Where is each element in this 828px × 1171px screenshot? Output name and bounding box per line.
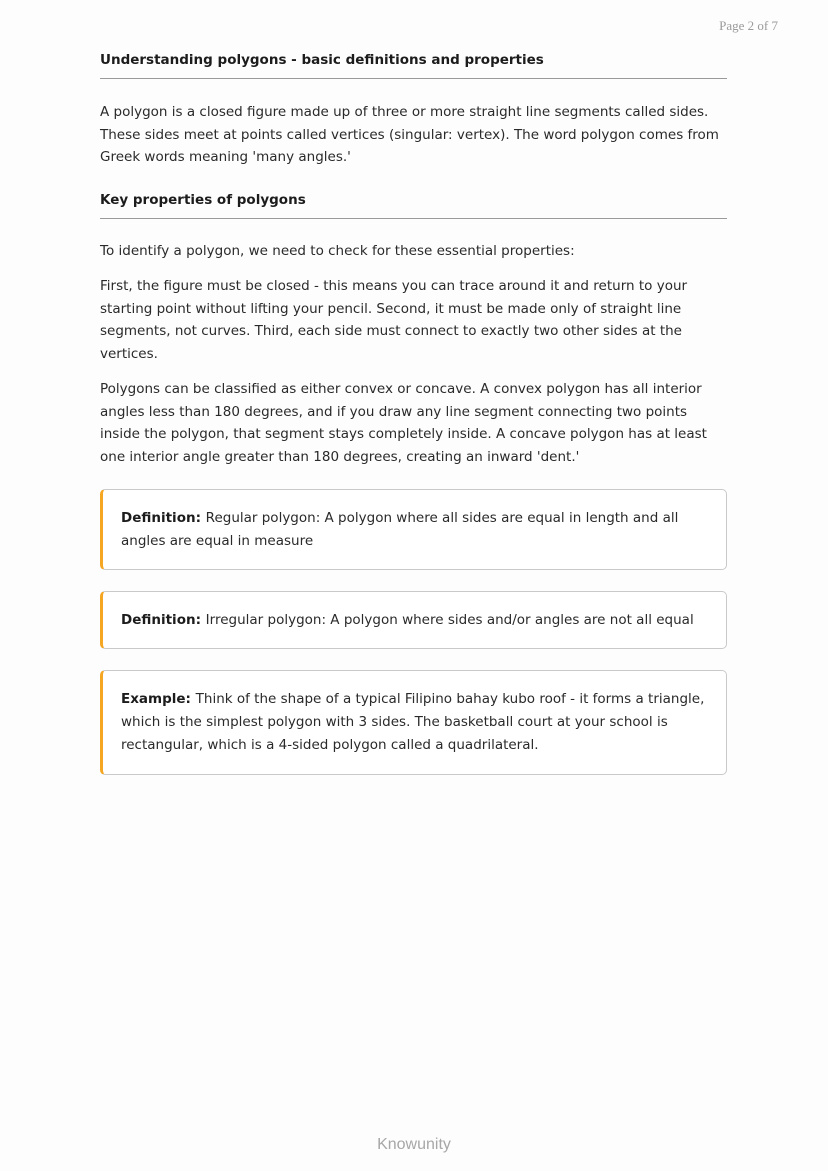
paragraph-properties: First, the figure must be closed - this means you can trace around it and return to your starting point without lifting your pencil. Second, it must be made only of straight line segments, not curves. Third, each side must connect to exactly two other sides at the vertices. <box>100 278 688 362</box>
section-title-understanding-polygons: Understanding polygons - basic definitions and properties <box>100 52 727 79</box>
callout-label: Example: <box>121 691 196 707</box>
paragraph-identify: To identify a polygon, we need to check for these essential properties: <box>100 242 575 259</box>
callout-text: Regular polygon: A polygon where all sides are equal in length and all angles are equal in measure <box>121 510 679 549</box>
paragraph-classification: Polygons can be classified as either convex or concave. A convex polygon has all interior angles less than 180 degrees, and if you draw any line segment connecting two points inside the polygon, that segment stays completely inside. A concave polygon has at least one interior angle greater than 180 degrees, creating an inward 'dent.' <box>100 381 707 465</box>
callout-text: Think of the shape of a typical Filipino bahay kubo roof - it forms a triangle, which is the simplest polygon with 3 sides. The basketball court at your school is rectangular, which is a 4-sided polygon called a quadrilateral. <box>121 691 705 753</box>
callout-text: Irregular polygon: A polygon where sides and/or angles are not all equal <box>205 612 694 628</box>
definition-callout-regular <box>100 489 727 570</box>
document-body <box>100 52 727 775</box>
example-callout <box>100 670 727 775</box>
callout-label: Definition: <box>121 510 206 526</box>
page-number: Page 2 of 7 <box>719 18 778 33</box>
footer-brand: Knowunity <box>377 1136 451 1153</box>
callout-label: Definition: <box>121 612 206 628</box>
definition-callout-irregular <box>100 591 727 649</box>
section-title-key-properties: Key properties of polygons <box>100 192 727 219</box>
paragraph-intro: A polygon is a closed figure made up of three or more straight line segments called sides. These sides meet at points called vertices (singular: vertex). The word polygon comes from Greek words meaning 'many angles.' <box>100 104 719 165</box>
